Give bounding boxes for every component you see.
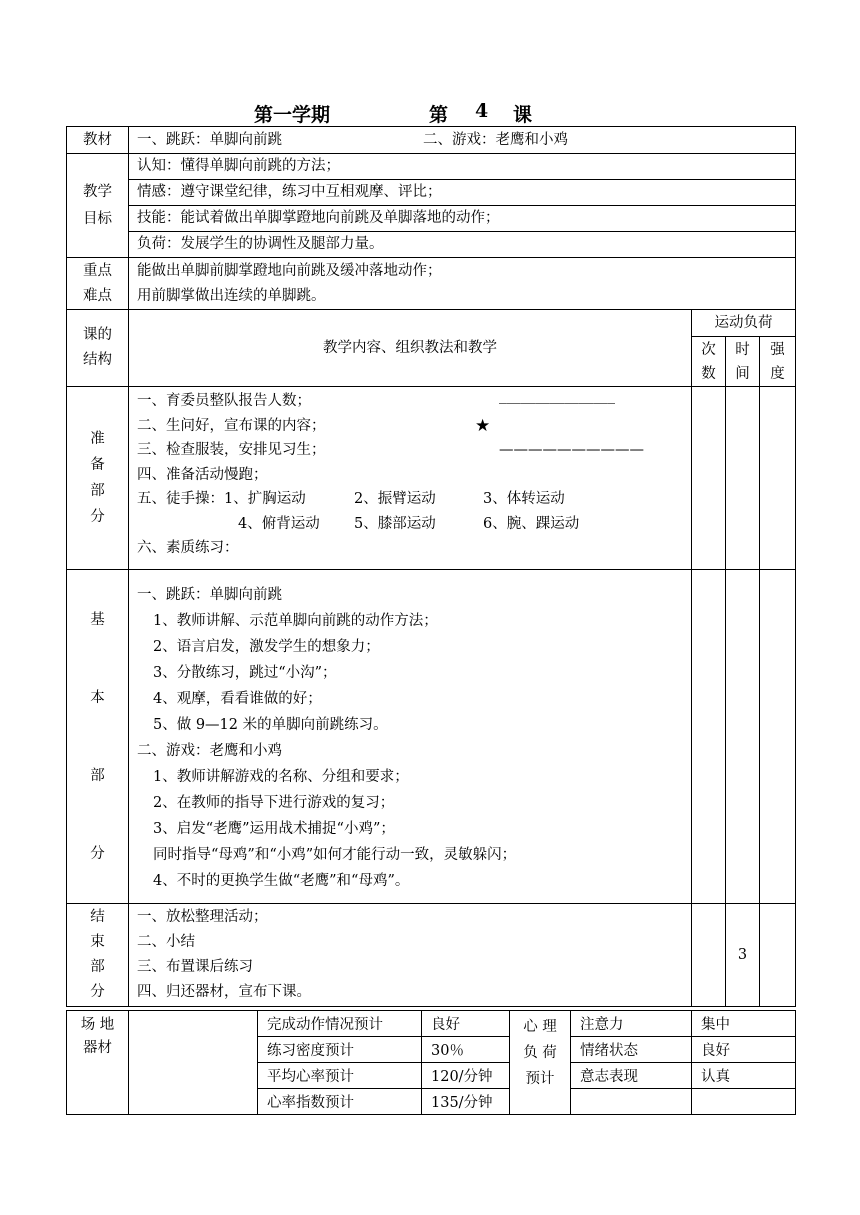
end-label-char: 部 xyxy=(90,959,105,975)
prep-label-char: 分 xyxy=(90,509,105,525)
prep-section-label xyxy=(67,387,129,570)
basic-line: 1、教师讲解、示范单脚向前跳的动作方法； xyxy=(153,613,438,629)
basic-line: 同时指导“母鸡”和“小鸡”如何才能行动一致，灵敏躲闪； xyxy=(153,847,517,863)
materials-content xyxy=(129,127,796,154)
prep-section-content xyxy=(129,387,692,570)
key-points-label xyxy=(67,258,129,310)
end-count-cell xyxy=(692,904,726,1007)
time-header-line-2: 间 xyxy=(735,365,750,382)
objectives-label-line-1: 教学 xyxy=(83,183,112,200)
psych-load-label xyxy=(510,1011,571,1115)
key-points-label-line-2: 难点 xyxy=(83,287,112,304)
basic-line: 2、语言启发，激发学生的想象力； xyxy=(153,639,380,655)
prediction-value: 良好 xyxy=(422,1011,510,1037)
objectives-label xyxy=(67,154,129,258)
basic-line: 1、教师讲解游戏的名称、分组和要求； xyxy=(153,769,409,785)
basic-line: 一、跳跃：单脚向前跳 xyxy=(137,587,282,603)
lesson-number: 4 xyxy=(475,100,489,122)
prep-line-1: 一、育委员整队报告人数； xyxy=(137,393,311,409)
prediction-value: 30％ xyxy=(422,1037,510,1063)
prep-time-cell xyxy=(726,387,760,570)
exercise-item: 4、俯背运动 xyxy=(238,515,320,532)
exercise-prefix: 五、徒手操： xyxy=(137,491,224,507)
venue-label-line-2: 器材 xyxy=(83,1040,112,1056)
intensity-header xyxy=(760,337,796,387)
objectives-label-line-2: 目标 xyxy=(83,210,112,227)
basic-line: 4、观摩，看看谁做的好； xyxy=(153,691,322,707)
venue-label-line-1: 场 地 xyxy=(80,1017,115,1033)
prep-line-2: 二、生问好，宣布课的内容； xyxy=(137,417,326,434)
psych-value: 集中 xyxy=(692,1011,796,1037)
materials-label: 教材 xyxy=(67,127,129,154)
psych-label: 情绪状态 xyxy=(571,1037,692,1063)
end-time-cell: 3 xyxy=(726,904,760,1007)
count-header-line-2: 数 xyxy=(701,365,716,382)
prep-label-char: 准 xyxy=(90,431,105,447)
key-point-1: 能做出单脚前脚掌蹬地向前跳及缓冲落地动作； xyxy=(137,262,442,279)
basic-label-char: 部 xyxy=(90,767,105,784)
end-section-content xyxy=(129,904,692,1007)
exercise-item: 1、扩胸运动 xyxy=(224,491,306,507)
lesson-plan-table xyxy=(66,126,796,1007)
basic-label-char: 本 xyxy=(90,689,105,706)
basic-count-cell xyxy=(692,570,726,904)
prediction-label: 心率指数预计 xyxy=(258,1089,422,1115)
basic-line: 3、启发“老鹰”运用战术捕捉“小鸡”； xyxy=(153,821,395,837)
intensity-header-line-1: 强 xyxy=(770,341,785,358)
basic-line: 5、做 9—12 米的单脚向前跳练习。 xyxy=(153,717,388,733)
key-points-label-line-1: 重点 xyxy=(83,262,112,279)
exercise-item: 2、振臂运动 xyxy=(354,491,436,507)
structure-header-line-2: 结构 xyxy=(83,352,112,368)
prep-line-6: 六、素质练习： xyxy=(137,540,239,556)
prep-label-char: 备 xyxy=(90,457,105,473)
count-header xyxy=(692,337,726,387)
basic-section-content xyxy=(129,570,692,904)
psych-label: 意志表现 xyxy=(571,1063,692,1089)
end-intensity-cell xyxy=(760,904,796,1007)
end-section-label xyxy=(67,904,129,1007)
structure-header xyxy=(67,310,129,387)
psych-label: 注意力 xyxy=(571,1011,692,1037)
basic-section-label xyxy=(67,570,129,904)
prep-line-4: 四、准备活动慢跑； xyxy=(137,466,268,483)
end-label-char: 分 xyxy=(90,984,105,1000)
end-line: 三、布置课后练习 xyxy=(137,959,253,975)
end-line: 一、放松整理活动； xyxy=(137,909,268,925)
psych-label-line-2: 负 荷 xyxy=(523,1045,557,1061)
basic-line: 3、分散练习，跳过“小沟”； xyxy=(153,665,337,681)
psych-empty-value xyxy=(692,1089,796,1115)
prediction-label: 练习密度预计 xyxy=(258,1037,422,1063)
page-title xyxy=(0,100,860,126)
end-label-char: 束 xyxy=(90,934,105,950)
psych-label-line-3: 预计 xyxy=(525,1071,555,1087)
basic-label-char: 基 xyxy=(90,611,105,628)
end-line: 二、小结 xyxy=(137,934,195,950)
psych-value: 良好 xyxy=(692,1037,796,1063)
prediction-label: 完成动作情况预计 xyxy=(258,1011,422,1037)
objective-load: 负荷：发展学生的协调性及腿部力量。 xyxy=(129,232,796,258)
psych-value: 认真 xyxy=(692,1063,796,1089)
lesson-suffix: 课 xyxy=(513,104,533,126)
prep-intensity-cell xyxy=(760,387,796,570)
end-label-char: 结 xyxy=(90,909,105,925)
star-icon: ★ xyxy=(475,415,491,436)
prep-line-3: 三、检查服装，安排见习生； xyxy=(137,442,326,458)
key-points-content xyxy=(129,258,796,310)
basic-line: 二、游戏：老鹰和小鸡 xyxy=(137,743,282,759)
objective-emotion: 情感：遵守课堂纪律，练习中互相观摩、评比； xyxy=(129,180,796,206)
prediction-label: 平均心率预计 xyxy=(258,1063,422,1089)
basic-label-char: 分 xyxy=(90,845,105,862)
load-header: 运动负荷 xyxy=(692,310,796,337)
basic-line: 4、不时的更换学生做“老鹰”和“母鸡”。 xyxy=(153,873,410,889)
venue-label xyxy=(67,1011,129,1115)
prep-label-char: 部 xyxy=(90,483,105,499)
key-point-2: 用前脚掌做出连续的单脚跳。 xyxy=(137,287,326,304)
materials-item-2: 二、游戏：老鹰和小鸡 xyxy=(423,132,568,148)
exercise-item: 5、膝部运动 xyxy=(354,515,436,532)
exercise-item: 6、腕、踝运动 xyxy=(483,515,580,532)
time-header-line-1: 时 xyxy=(735,341,750,358)
exercise-item: 3、体转运动 xyxy=(483,491,565,507)
objective-cognitive: 认知：懂得单脚向前跳的方法； xyxy=(129,154,796,180)
summary-table xyxy=(66,1010,796,1115)
prep-dash-mark: —————————— xyxy=(499,442,644,458)
structure-header-line-1: 课的 xyxy=(83,327,112,343)
psych-label-line-1: 心 理 xyxy=(523,1019,557,1035)
intensity-header-line-2: 度 xyxy=(770,365,785,382)
term-title: 第一学期 xyxy=(254,104,331,126)
end-line: 四、归还器材，宣布下课。 xyxy=(137,984,311,1000)
prep-count-cell xyxy=(692,387,726,570)
lesson-prefix: 第 xyxy=(429,104,449,126)
prep-underline-mark: ________________ xyxy=(499,388,615,404)
count-header-line-1: 次 xyxy=(701,341,716,358)
basic-intensity-cell xyxy=(760,570,796,904)
psych-empty-label xyxy=(571,1089,692,1115)
time-header xyxy=(726,337,760,387)
prediction-value: 120/分钟 xyxy=(422,1063,510,1089)
objective-skill: 技能：能试着做出单脚掌蹬地向前跳及单脚落地的动作； xyxy=(129,206,796,232)
basic-time-cell xyxy=(726,570,760,904)
basic-line: 2、在教师的指导下进行游戏的复习； xyxy=(153,795,395,811)
materials-item-1: 一、跳跃：单脚向前跳 xyxy=(137,132,282,148)
content-header: 教学内容、组织教法和教学 xyxy=(129,310,692,387)
venue-content xyxy=(129,1011,258,1115)
prediction-value: 135/分钟 xyxy=(422,1089,510,1115)
